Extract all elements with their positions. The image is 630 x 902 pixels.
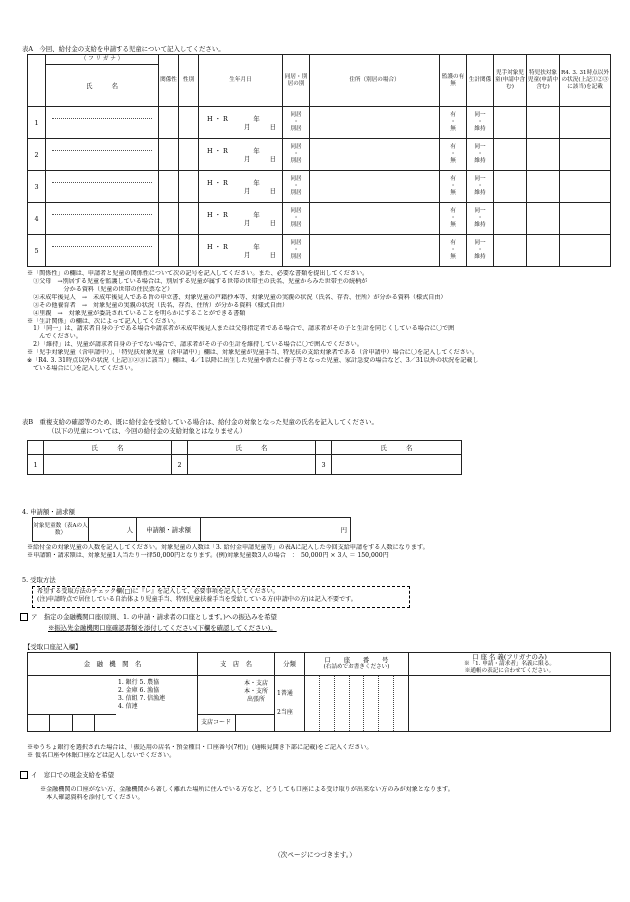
livelihood-opt: 同一 <box>474 112 486 119</box>
birth-era: H ・ R 年 <box>207 114 260 123</box>
option-i-label: イ 窓口での現金支給を希望 <box>31 771 115 779</box>
option-a-note: ※振込先金融機関口座確認書類を添付してください(下欄を確認してください)。 <box>48 624 277 632</box>
note-line: ①父母 →別居する児童を監護している場合は、別居する児童が属する世帯の世帯主の氏名、児童からみた世帯主の続柄が <box>27 277 368 285</box>
row-number: 1 <box>34 118 39 127</box>
row-number-cell <box>28 203 46 235</box>
r4-status-field[interactable] <box>560 235 611 267</box>
furigana-field[interactable] <box>46 139 158 150</box>
bank-title: 【受取口座記入欄】 <box>24 643 82 651</box>
birth-month-day: 月 日 <box>244 122 276 131</box>
note-line: ※「R4. 3. 31時点以外の状況（上記①②③に該当）」欄は、4／1以降に出生した児童や新たに養子等となった児童、家計急変の場合など、3／31以外の状況を記載し <box>27 357 479 365</box>
gender-field[interactable] <box>179 171 199 203</box>
option-a <box>20 613 277 621</box>
table-a-title: 表A 今回、給付金の支給を申請する児童について記入してください。 <box>22 45 225 53</box>
row-number: 2 <box>172 455 188 475</box>
note-line: 分かる資料（児童の世帯の住民票など） <box>27 285 174 293</box>
special-allowance-field[interactable] <box>527 171 560 203</box>
address-field[interactable] <box>310 139 440 171</box>
birth-era: H ・ R 年 <box>207 178 260 187</box>
cohabit-opt: 同居 <box>290 208 302 215</box>
institution-header: 金 融 機 関 名 <box>28 653 198 676</box>
name-field[interactable] <box>52 246 152 266</box>
name-header: 氏 名 <box>332 441 462 455</box>
account-header: 口 座 番 号 <box>324 656 389 665</box>
note-line: ②未成年後見人 → 未成年後見人である旨の申立書、対象児童の戸籍抄本等、対象児童の実親の状況（氏名、存否、住所）が分かる資料（様式自由） <box>27 293 447 301</box>
livelihood-header: 生計関係 <box>467 55 494 107</box>
note-line: 1）「同一」は、請求者自身の子である場合や請求者が未成年後見人または父母指定者である場合で、請求者がその子と生計を同じくしている場合に〇で囲 <box>27 325 455 333</box>
r4-status-field[interactable] <box>560 171 611 203</box>
instruction-line: (注)申請時点で居住している自治体より児童手当、特別児童扶養手当を受給している方(申請中の方)は記入不要です。 <box>37 595 357 603</box>
row-number: 1 <box>28 455 44 475</box>
relation-field[interactable] <box>159 171 179 203</box>
livelihood-opt: ・ <box>477 151 483 157</box>
livelihood-opt: 同一 <box>474 176 486 183</box>
table-a-notes <box>27 270 617 373</box>
row-number-cell <box>28 139 46 171</box>
birth-field[interactable] <box>199 107 283 139</box>
inst-type: 4. 信連 <box>118 703 138 711</box>
birth-field[interactable] <box>199 139 283 171</box>
cohabit-opt: ・ <box>293 215 299 221</box>
branch-field[interactable] <box>198 675 275 731</box>
custody-opt: 無 <box>450 125 456 132</box>
row-number: 3 <box>316 455 332 475</box>
instruction-box <box>32 586 410 608</box>
livelihood-field[interactable] <box>467 171 494 203</box>
birth-month-day: 月 日 <box>244 186 276 195</box>
livelihood-field[interactable] <box>467 203 494 235</box>
special-allowance-header: 特児扶対象児童(申請中含む) <box>527 55 560 107</box>
row-number: 5 <box>34 246 39 255</box>
custody-opt: ・ <box>450 215 456 221</box>
child-allowance-field[interactable] <box>494 107 527 139</box>
special-allowance-field[interactable] <box>527 203 560 235</box>
table-b-subtitle: （以下の児童については、今回の給付金の支給対象とはなりません） <box>48 427 246 435</box>
gender-field[interactable] <box>179 107 199 139</box>
custody-opt: 有 <box>450 176 456 183</box>
custody-field[interactable] <box>440 171 467 203</box>
cohabit-field[interactable] <box>283 235 310 267</box>
relation-field[interactable] <box>159 139 179 171</box>
child-allowance-field[interactable] <box>494 235 527 267</box>
note-line: ※ゆうちょ銀行を選択された場合は、「振込用の店名・預金種目・口座番号(7桁)」(通帳見開き下部に記載)をご記入ください。 <box>27 744 373 751</box>
r4-status-field[interactable] <box>560 203 611 235</box>
name-field[interactable] <box>52 214 152 234</box>
inst-type: 1. 銀行 5. 農協 <box>118 678 160 686</box>
furigana-field[interactable] <box>46 203 158 214</box>
furigana-field[interactable] <box>46 171 158 182</box>
birth-field[interactable] <box>199 203 283 235</box>
note-line: ※申請額・請求額は、対象児童1人当たり一律50,000円となります。(例)対象児童数3人の場合 ： 50,000円 × 3人 ＝ 150,000円 <box>27 551 389 559</box>
livelihood-opt: 同一 <box>474 208 486 215</box>
name-field[interactable] <box>52 118 152 138</box>
cohabit-opt: ・ <box>293 247 299 253</box>
birth-month-day: 月 日 <box>244 154 276 163</box>
livelihood-opt: 維持 <box>474 253 486 260</box>
name-field[interactable] <box>52 182 152 202</box>
name-cell <box>46 235 159 267</box>
row-number: 3 <box>34 182 39 191</box>
cohabit-opt: 同居 <box>290 112 302 119</box>
note-line: ④里親 → 対象児童が委託されていることを明らかにすることができる書類 <box>27 309 246 317</box>
unit-person: 人 <box>126 525 133 534</box>
birth-field[interactable] <box>199 235 283 267</box>
furigana-header: （ フ リ ガ ナ ） <box>46 55 159 65</box>
special-allowance-field[interactable] <box>527 107 560 139</box>
page-footer: （次ページにつづきます。） <box>274 851 356 859</box>
holder-note: ※「1. 申請・請求者」名義に限る。 <box>463 661 556 667</box>
birth-field[interactable] <box>199 171 283 203</box>
section-5-title: 5. 受取方法 <box>22 576 56 584</box>
note-line: ③その他養育者 → 対象児童の実親の状況（氏名、存否、住所）が分かる資料（様式自由） <box>27 301 289 309</box>
address-field[interactable] <box>310 203 440 235</box>
livelihood-opt: ・ <box>477 247 483 253</box>
option-i <box>20 771 114 779</box>
birth-header: 生年月日 <box>199 55 283 107</box>
name-cell <box>46 203 159 235</box>
amount-table <box>32 517 351 542</box>
amount-label: 申請額・請求額 <box>137 518 201 542</box>
note-line: ※ 仮名口座や休眠口座などは記入しないでください。 <box>27 751 176 759</box>
table-a-row <box>28 107 611 139</box>
cohabit-header: 同居・別居の別 <box>283 55 310 107</box>
amount-field[interactable] <box>201 518 351 542</box>
special-allowance-field[interactable] <box>527 235 560 267</box>
cohabit-field[interactable] <box>283 139 310 171</box>
name-header: 氏 名 <box>188 441 316 455</box>
holder-note: ※通帳の表記に合わせてください。 <box>464 667 555 674</box>
type-header: 分類 <box>275 653 305 676</box>
gender-field[interactable] <box>179 235 199 267</box>
birth-era: H ・ R 年 <box>207 242 260 251</box>
note-line: 2）「維持」は、児童が請求者自身の子でない場合で、請求者がその子の生計を維持している場合に〇で囲んでください。 <box>27 341 363 349</box>
cohabit-opt: 同居 <box>290 144 302 151</box>
custody-opt: ・ <box>450 247 456 253</box>
note-line: 本人確認資料を添付してください。 <box>40 793 144 801</box>
livelihood-opt: 維持 <box>474 157 486 164</box>
cohabit-opt: 別居 <box>290 221 302 228</box>
custody-field[interactable] <box>440 107 467 139</box>
custody-opt: 有 <box>450 112 456 119</box>
table-a-row <box>28 171 611 203</box>
note-line: んでください。 <box>27 333 82 341</box>
relation-field[interactable] <box>159 107 179 139</box>
unit-yen: 円 <box>340 525 347 534</box>
cohabit-field[interactable] <box>283 203 310 235</box>
relation-field[interactable] <box>159 235 179 267</box>
branch-type: 本・支店 <box>243 679 268 687</box>
custody-opt: 無 <box>450 189 456 196</box>
option-a-label: ア 指定の金融機関口座(原則、1. の申請・請求者の口座とします。)への振込みを希望 <box>31 613 277 621</box>
gender-field[interactable] <box>179 203 199 235</box>
livelihood-opt: ・ <box>477 183 483 189</box>
section-4-title: 4. 申請額・請求額 <box>22 508 75 516</box>
r4-status-header: R4. 3. 31時点以外の状況(上記①②③に該当)を記載 <box>560 55 611 107</box>
custody-field[interactable] <box>440 139 467 171</box>
branch-header: 支 店 名 <box>198 653 275 676</box>
custody-field[interactable] <box>440 203 467 235</box>
furigana-field[interactable] <box>46 235 158 246</box>
name-cell <box>46 107 159 139</box>
option-i-notes <box>40 786 610 802</box>
livelihood-field[interactable] <box>467 139 494 171</box>
custody-opt: 無 <box>450 253 456 260</box>
name-field[interactable] <box>188 455 316 475</box>
inst-type: 3. 信組 7. 信漁連 <box>118 695 166 703</box>
birth-era: H ・ R 年 <box>207 146 260 155</box>
branch-type: 出張所 <box>246 696 265 704</box>
relation-header: 関係性 <box>159 55 179 107</box>
branch-code-field[interactable] <box>235 715 274 731</box>
address-field[interactable] <box>310 235 440 267</box>
table-a <box>27 54 611 267</box>
child-allowance-field[interactable] <box>494 203 527 235</box>
table-b-title: 表B 重複支給の確認等のため、既に給付金を受給している場合は、給付金の対象となった児童の氏名を記入してください。 <box>22 418 378 426</box>
livelihood-opt: 維持 <box>474 125 486 132</box>
account-number-field[interactable] <box>305 675 409 731</box>
note-line: ※給付金の対象児童の人数を記入してください。対象児童の人数は「3. 給付金申請児童等」の表Aに記入した今回支給申請をする人数になります。 <box>27 544 429 551</box>
account-subheader: (右詰めでお書きください) <box>323 664 390 671</box>
gender-field[interactable] <box>179 139 199 171</box>
acct-type[interactable]: 1普通 <box>277 689 293 697</box>
birth-month-day: 月 日 <box>244 218 276 227</box>
instruction-line: 希望する受取方法のチェック欄(□)に『レ』を記入して、必要事項を記入してください。 <box>37 588 279 595</box>
cohabit-opt: ・ <box>293 119 299 125</box>
custody-opt: 有 <box>450 144 456 151</box>
table-a-row <box>28 139 611 171</box>
cohabit-opt: 別居 <box>290 125 302 132</box>
cohabit-opt: 別居 <box>290 253 302 260</box>
custody-header: 監護の有無 <box>440 55 467 107</box>
custody-opt: ・ <box>450 119 456 125</box>
note-line: ている場合に〇を記入してください。 <box>27 365 137 373</box>
special-allowance-field[interactable] <box>527 139 560 171</box>
r4-status-field[interactable] <box>560 107 611 139</box>
livelihood-opt: 同一 <box>474 240 486 247</box>
custody-opt: 有 <box>450 208 456 215</box>
table-b <box>27 440 462 475</box>
row-number-cell <box>28 171 46 203</box>
cohabit-field[interactable] <box>283 171 310 203</box>
child-count-field[interactable] <box>89 518 137 542</box>
name-field[interactable] <box>44 455 172 475</box>
livelihood-opt: 維持 <box>474 189 486 196</box>
child-allowance-field[interactable] <box>494 139 527 171</box>
custody-opt: ・ <box>450 151 456 157</box>
furigana-field[interactable] <box>46 107 158 118</box>
note-line: ※「関係性」の欄は、申請者と児童の関係性について次の記号を記入してください。また、必要な書類を提出してください。 <box>27 270 369 277</box>
row-number: 2 <box>34 150 39 159</box>
child-count-label: 対象児童数（表Aの人数） <box>33 518 89 542</box>
note-line: ※「生計関係」の欄は、次によって記入してください。 <box>27 317 180 325</box>
holder-header: 口 座 名 義(フリガナのみ) <box>472 653 547 661</box>
r4-status-field[interactable] <box>560 139 611 171</box>
name-cell <box>46 171 159 203</box>
bank-account-table <box>27 652 611 732</box>
address-field[interactable] <box>310 171 440 203</box>
acct-type[interactable]: 2当座 <box>277 709 293 717</box>
livelihood-opt: ・ <box>477 119 483 125</box>
note-line: ※金融機関の口座がない方、金融機関から著しく離れた場所に住んでいる方など、どうしても口座による受け取りが出来ない方のみが対象となります。 <box>40 786 454 793</box>
cohabit-opt: 同居 <box>290 240 302 247</box>
cohabit-opt: 別居 <box>290 189 302 196</box>
birth-month-day: 月 日 <box>244 250 276 259</box>
child-allowance-header: 児手対象児童(申請中含む) <box>494 55 527 107</box>
cohabit-opt: 同居 <box>290 176 302 183</box>
table-a-row <box>28 235 611 267</box>
account-holder-field[interactable] <box>409 675 611 731</box>
cohabit-field[interactable] <box>283 107 310 139</box>
note-line: ※「児手対象児童（含申請中）」、「特児扶対象児童（含申請中）」欄は、対象児童が児童手当、特児扶の支給対象者である（含申請中）場合に〇を記入してください。 <box>27 349 478 357</box>
row-number-cell <box>28 107 46 139</box>
institution-field[interactable] <box>28 675 198 731</box>
name-cell <box>46 139 159 171</box>
address-field[interactable] <box>310 107 440 139</box>
custody-opt: 無 <box>450 221 456 228</box>
livelihood-opt: 同一 <box>474 144 486 151</box>
custody-field[interactable] <box>440 235 467 267</box>
name-field[interactable] <box>52 150 152 170</box>
name-header: 氏 名 <box>44 441 172 455</box>
gender-header: 性別 <box>179 55 199 107</box>
bank-notes <box>27 744 617 760</box>
name-header: 氏 名 <box>46 65 159 107</box>
child-allowance-field[interactable] <box>494 171 527 203</box>
option-i-checkbox[interactable] <box>20 771 28 779</box>
row-number-cell <box>28 235 46 267</box>
address-header: 住所（別居の場合） <box>310 55 440 107</box>
cohabit-opt: ・ <box>293 183 299 189</box>
cohabit-opt: 別居 <box>290 157 302 164</box>
livelihood-opt: 維持 <box>474 221 486 228</box>
custody-opt: ・ <box>450 183 456 189</box>
livelihood-field[interactable] <box>467 235 494 267</box>
inst-type: 2. 金庫 6. 漁協 <box>118 687 160 695</box>
livelihood-opt: ・ <box>477 215 483 221</box>
branch-code-label: 支店コード <box>201 719 232 727</box>
livelihood-field[interactable] <box>467 107 494 139</box>
relation-field[interactable] <box>159 203 179 235</box>
row-number: 4 <box>34 214 39 223</box>
branch-type: 本・支所 <box>243 688 268 696</box>
custody-opt: 無 <box>450 157 456 164</box>
section-4-notes <box>27 544 617 560</box>
cohabit-opt: ・ <box>293 151 299 157</box>
table-a-row <box>28 203 611 235</box>
name-field[interactable] <box>332 455 462 475</box>
birth-era: H ・ R 年 <box>207 210 260 219</box>
option-a-checkbox[interactable] <box>20 613 28 621</box>
custody-opt: 有 <box>450 240 456 247</box>
